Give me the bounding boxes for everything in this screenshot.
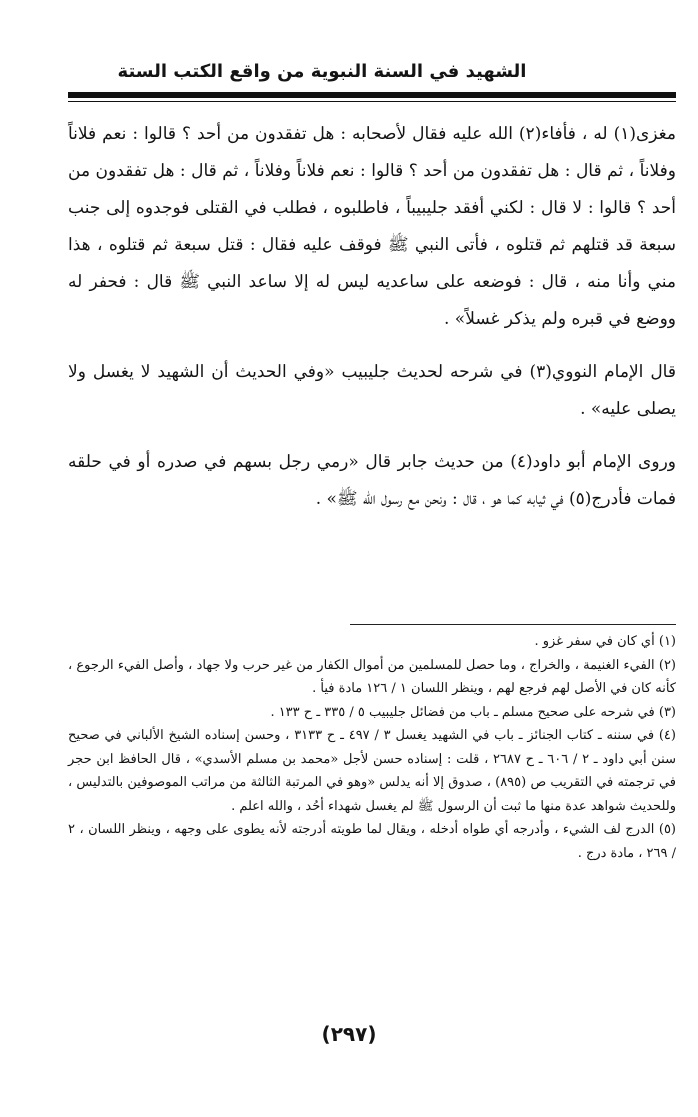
footnote: (٢) الفيء الغنيمة ، والخراج ، وما حصل للمسلمين من أموال الكفار من غير حرب ولا جهاد ، وأصل الفيء الرجوع ، كأنه كان في الأصل لهم فرجع لهم ، وينظر اللسان ١ / ١٢٦ مادة فيأ .: [68, 657, 676, 696]
header-rule-thick: [68, 92, 676, 98]
footnote: (٤) في سننه ـ كتاب الجنائز ـ باب في الشهيد يغسل ٣ / ٤٩٧ ـ ح ٣١٣٣ ، وحسن إسناده الشيخ الألباني في صحيح سنن أبي داود ـ ٢ / ٦٠٦ ـ ح ٢٦٨٧ ، قلت : إسناده حسن لأجل «محمد بن مسلم الأسدي» ، قال الحافظ ابن حجر في ترجمته في التقريب ص (٨٩٥) ، صدوق إلا أنه يدلس «وهو في المرتبة الثالثة من مراتب الموصوفين بالتدليس ، وللحديث شواهد عدة منها ما ثبت أن الرسول ﷺ لم يغسل شهداء أحُد ، والله اعلم .: [68, 728, 676, 814]
page-number: (٢٩٧): [321, 1022, 377, 1046]
paragraph: قال الإمام النووي(٣) في شرحه لحديث جليبيب «وفي الحديث أن الشهيد لا يغسل ولا يصلى عليه» .: [68, 362, 676, 419]
footnote: (٥) الدرج لف الشيء ، وأدرجه أي طواه أدخله ، ويقال لما طويته أدرجته لأنه يطوى على وجهه ، وينظر اللسان ، ٢ / ٢٦٩ ، مادة درج .: [68, 822, 676, 861]
footnote: (٣) في شرحه على صحيح مسلم ـ باب من فضائل جليبيب ٥ / ٣٣٥ ـ ح ١٣٣ .: [270, 704, 676, 720]
header-rule-thin: [68, 101, 676, 102]
footnotes: [68, 630, 676, 865]
main-text: [68, 116, 676, 534]
footnote-separator: [350, 624, 676, 625]
paragraph: مغزى(١) له ، فأفاء(٢) الله عليه فقال لأصحابه : هل تفقدون من أحد ؟ قالوا : نعم فلاناً وفلاناً ، ثم قال : هل تفقدون من أحد ؟ قالوا : نعم فلاناً وفلاناً ، ثم قال : هل تفقدون من أحد ؟ قالوا : لا قال : لكني أفقد جليبيباً ، فاطلبوه ، فطلب في القتلى فوجدوه إلى جنب سبعة قد قتلهم ثم قتلوه ، فأتى النبي ﷺ فوقف عليه فقال : قتل سبعة ثم قتلوه ، هذا مني وأنا منه ، قال : فوضعه على ساعديه ليس له إلا ساعد النبي ﷺ قال : فحفر له ووضع في قبره ولم يذكر غسلاً» .: [68, 124, 676, 329]
paragraph: وروى الإمام أبو داود(٤) من حديث جابر قال «رمي رجل بسهم في صدره أو في حلقه فمات فأدرج(٥) في ثيابه كما هو ، قال : ونحن مع رسول الله ﷺ» .: [68, 452, 676, 509]
running-header: الشهيد في السنة النبوية من واقع الكتب الستة: [117, 61, 527, 82]
footnote: (١) أي كان في سفر غزو .: [534, 634, 676, 649]
